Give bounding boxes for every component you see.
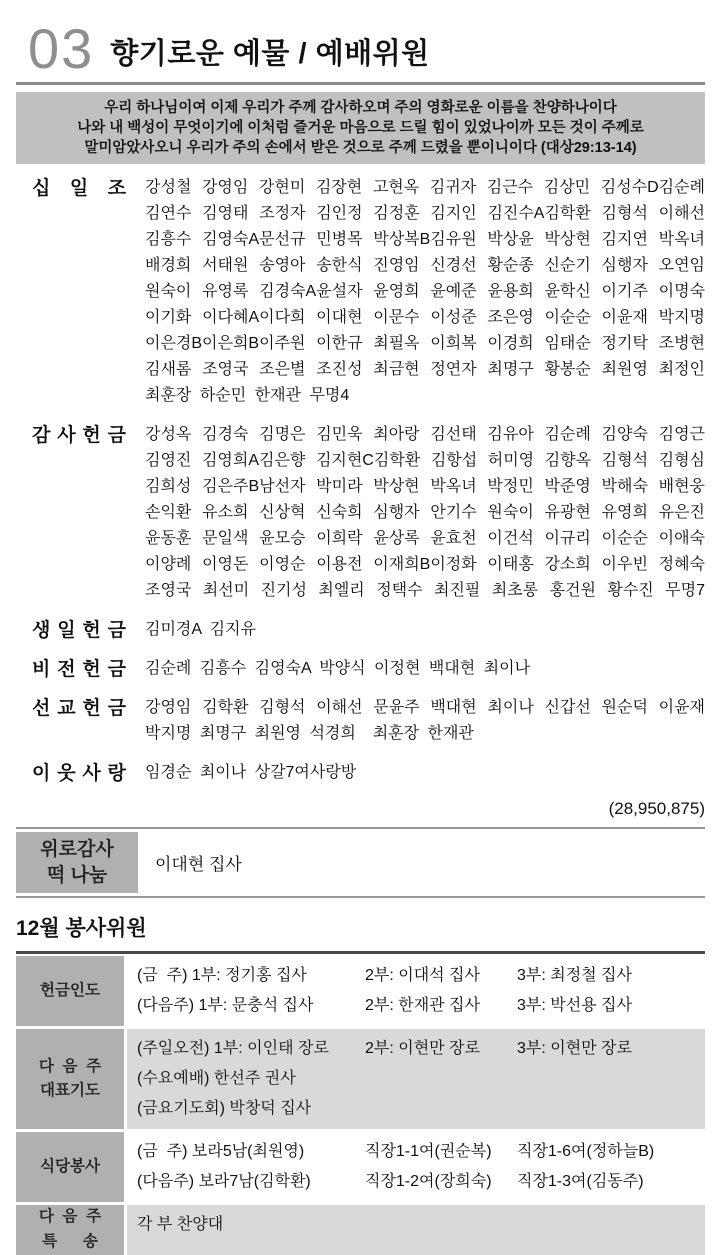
volunteer-slot-2: 2부: 이현만 장로	[365, 1040, 480, 1058]
offering-names-line: 강영임 김학환 김형석 이해선 문윤주 백대현 최이나 신갑선 원순덕 이윤재	[145, 699, 705, 717]
offering-names-line: 강성철 강영임 강현미 김장현 고현옥 김귀자 김근수 김상민 김성수D김순례	[145, 179, 705, 197]
offering-names-line: 김미경A 김지유	[145, 621, 256, 639]
volunteers-heading: 12월 봉사위원	[16, 912, 705, 954]
volunteers-assignment-line	[137, 1094, 705, 1124]
volunteers-table-row	[16, 956, 705, 1026]
volunteer-slot-2: 직장1-2여(장희숙)	[365, 1173, 492, 1191]
volunteer-slot-1: (금 주) 1부: 정기홍 집사	[137, 967, 307, 985]
volunteers-row-content	[127, 1029, 705, 1129]
volunteers-row-content	[127, 1205, 705, 1255]
offering-names	[145, 617, 705, 643]
offering-names	[145, 695, 705, 747]
volunteers-row-label	[16, 956, 124, 1026]
volunteer-slot-3: 3부: 박선용 집사	[517, 997, 632, 1015]
comfort-share-label-line: 위로감사	[40, 839, 114, 861]
offering-section	[16, 175, 705, 409]
offering-section	[16, 422, 705, 604]
volunteers-row-label-line: 다 음 주	[38, 1208, 102, 1226]
volunteers-table-row	[16, 1029, 705, 1129]
offering-names-line: 손익환 유소희 신상혁 신숙희 심행자 안기수 원숙이 유광현 유영희 유은진	[145, 504, 705, 522]
offering-section	[16, 656, 705, 682]
offering-names	[145, 175, 705, 409]
offering-names	[145, 656, 705, 682]
offering-label: 생 일 헌 금	[32, 620, 126, 642]
volunteers-row-content	[127, 956, 705, 1026]
volunteers-table	[16, 956, 705, 1255]
header-divider	[16, 82, 705, 85]
offering-names-line: 이기화 이다혜A이다희 이대현 이문수 이성준 조은영 이순순 이윤재 박지명	[145, 309, 705, 327]
volunteers-assignment-line	[137, 1064, 705, 1094]
offering-names-line: 김흥수 김영숙A문선규 민병목 박상복B김유원 박상윤 박상현 김지연 박옥녀	[145, 231, 705, 249]
volunteers-table-row	[16, 1205, 705, 1255]
offering-names-line: 강성옥 김경숙 김명은 김민욱 최아랑 김선태 김유아 김순례 김양숙 김영근	[145, 426, 705, 444]
volunteer-slot-3	[517, 1094, 705, 1124]
volunteers-row-label-line: 특 송	[42, 1233, 98, 1251]
scripture-line: 말미암았사오니 우리가 주의 손에서 받은 것으로 주께 드렸을 뿐이니이다 (대상29:13-14)	[84, 140, 637, 157]
volunteers-row-label-line: 대표기도	[40, 1082, 100, 1100]
volunteers-row-label	[16, 1029, 124, 1129]
volunteers-assignment-line	[137, 1137, 705, 1167]
page-header	[28, 0, 705, 80]
volunteer-slot-1: (주일오전) 1부: 이인태 장로	[137, 1040, 329, 1058]
offering-names-line: 김영진 김영희A김은향 김지현C김학환 김항섭 허미영 김향옥 김형석 김형심	[145, 452, 705, 470]
page-title: 향기로운 예물 / 예배위원	[110, 38, 430, 71]
volunteers-row-label	[16, 1132, 124, 1202]
volunteer-slot-2: 직장1-1여(권순복)	[365, 1143, 492, 1161]
comfort-share-label-line: 떡 나눔	[46, 864, 108, 886]
volunteer-slot-2	[365, 1094, 517, 1124]
scripture-line: 우리 하나님이여 이제 우리가 주께 감사하오며 주의 영화로운 이름을 찬양하나이다	[104, 100, 617, 117]
volunteers-assignment-line	[137, 1210, 705, 1240]
scripture-banner	[16, 92, 705, 164]
section-number: 03	[28, 17, 95, 80]
offering-label: 비 전 헌 금	[32, 659, 126, 681]
offering-names-line: 김연수 김영태 조정자 김인정 김정훈 김지인 김진수A김학환 김형석 이해선	[145, 205, 705, 223]
volunteers-assignment-line	[137, 961, 705, 991]
offering-names-line: 윤동훈 문일색 윤모승 이희락 윤상록 윤효천 이건석 이규리 이순순 이애숙	[145, 530, 705, 548]
offering-names-line: 박지명 최명구 최원영 석경희 최훈장 한재관	[145, 725, 474, 743]
volunteers-row-label	[16, 1205, 124, 1255]
volunteers-row-label-line: 헌금인도	[40, 982, 100, 1000]
volunteer-slot-1: 각 부 찬양대	[137, 1216, 224, 1234]
volunteer-slot-3	[517, 1064, 705, 1094]
volunteer-slot-3: 3부: 최정철 집사	[517, 967, 632, 985]
comfort-share-label	[16, 832, 138, 893]
volunteer-slot-2	[365, 1064, 517, 1094]
offering-section	[16, 617, 705, 643]
offering-names-line: 이은경B이은희B이주원 이한규 최필옥 이희복 이경희 임태순 정기탁 조병현	[145, 335, 705, 353]
offering-names-line: 최훈장 하순민 한재관 무명4	[145, 387, 350, 405]
total-amount: (28,950,875)	[608, 799, 705, 819]
volunteers-row-label-line: 식당봉사	[40, 1158, 100, 1176]
volunteer-slot-1: (다음주) 보라7남(김학환)	[137, 1173, 311, 1191]
offering-names-line: 김새롬 조영국 조은별 조진성 최금현 정연자 최명구 황봉순 최원영 최정인	[145, 361, 705, 379]
volunteer-slot-3	[517, 1210, 705, 1240]
offering-names	[145, 422, 705, 604]
volunteer-slot-3: 직장1-3여(김동주)	[517, 1173, 644, 1191]
offering-section	[16, 760, 705, 786]
offering-label: 십 일 조	[32, 178, 126, 200]
offering-names	[145, 760, 705, 786]
volunteer-slot-1: (수요예배) 한선주 권사	[137, 1070, 296, 1088]
offering-names-line: 배경희 서태원 송영아 송한식 진영임 신경선 황순종 신순기 심행자 오연임	[145, 257, 705, 275]
volunteer-slot-2	[365, 1210, 517, 1240]
offering-names-line: 조영국 최선미 진기성 최엘리 정택수 최진필 최초롱 홍건원 황수진 무명7	[145, 582, 705, 600]
volunteers-table-row	[16, 1132, 705, 1202]
offering-names-line: 임경순 최이나 상갈7여사랑방	[145, 764, 357, 782]
offering-names-line: 이양례 이영돈 이영순 이용전 이재희B이정화 이태홍 강소희 이우빈 정혜숙	[145, 556, 705, 574]
offering-names-line: 김순례 김흥수 김영숙A 박양식 이정현 백대현 최이나	[145, 660, 531, 678]
volunteer-slot-3: 직장1-6여(정하늘B)	[517, 1143, 655, 1161]
volunteer-slot-2: 2부: 한재관 집사	[365, 997, 480, 1015]
offering-section	[16, 695, 705, 747]
offering-label: 이 웃 사 랑	[32, 763, 126, 785]
volunteers-assignment-line	[137, 1034, 705, 1064]
volunteer-slot-1: (금 주) 보라5남(최원영)	[137, 1143, 305, 1161]
offering-label: 선 교 헌 금	[32, 698, 126, 720]
volunteers-assignment-line	[137, 1167, 705, 1197]
volunteers-assignment-line	[137, 991, 705, 1021]
offering-names-line: 김희성 김은주B남선자 박미라 박상현 박옥녀 박정민 박준영 박해숙 배현웅	[145, 478, 705, 496]
volunteer-slot-1: (다음주) 1부: 문충석 집사	[137, 997, 314, 1015]
volunteers-row-content	[127, 1132, 705, 1202]
comfort-share-row	[16, 827, 705, 898]
comfort-share-value: 이대현 집사	[155, 855, 242, 875]
volunteer-slot-3: 3부: 이현만 장로	[517, 1040, 632, 1058]
offering-names-line: 원숙이 유영록 김경숙A윤설자 윤영희 윤예준 윤용희 윤학신 이기주 이명숙	[145, 283, 705, 301]
volunteer-slot-1: (금요기도회) 박창덕 집사	[137, 1100, 312, 1118]
volunteers-row-label-line: 다 음 주	[38, 1057, 102, 1075]
offerings-list	[16, 175, 705, 786]
scripture-line: 나와 내 백성이 무엇이기에 이처럼 즐거운 마음으로 드릴 힘이 있었나이까 모든 것이 주께로	[77, 120, 644, 137]
volunteer-slot-2: 2부: 이대석 집사	[365, 967, 480, 985]
offering-label: 감 사 헌 금	[32, 425, 126, 447]
